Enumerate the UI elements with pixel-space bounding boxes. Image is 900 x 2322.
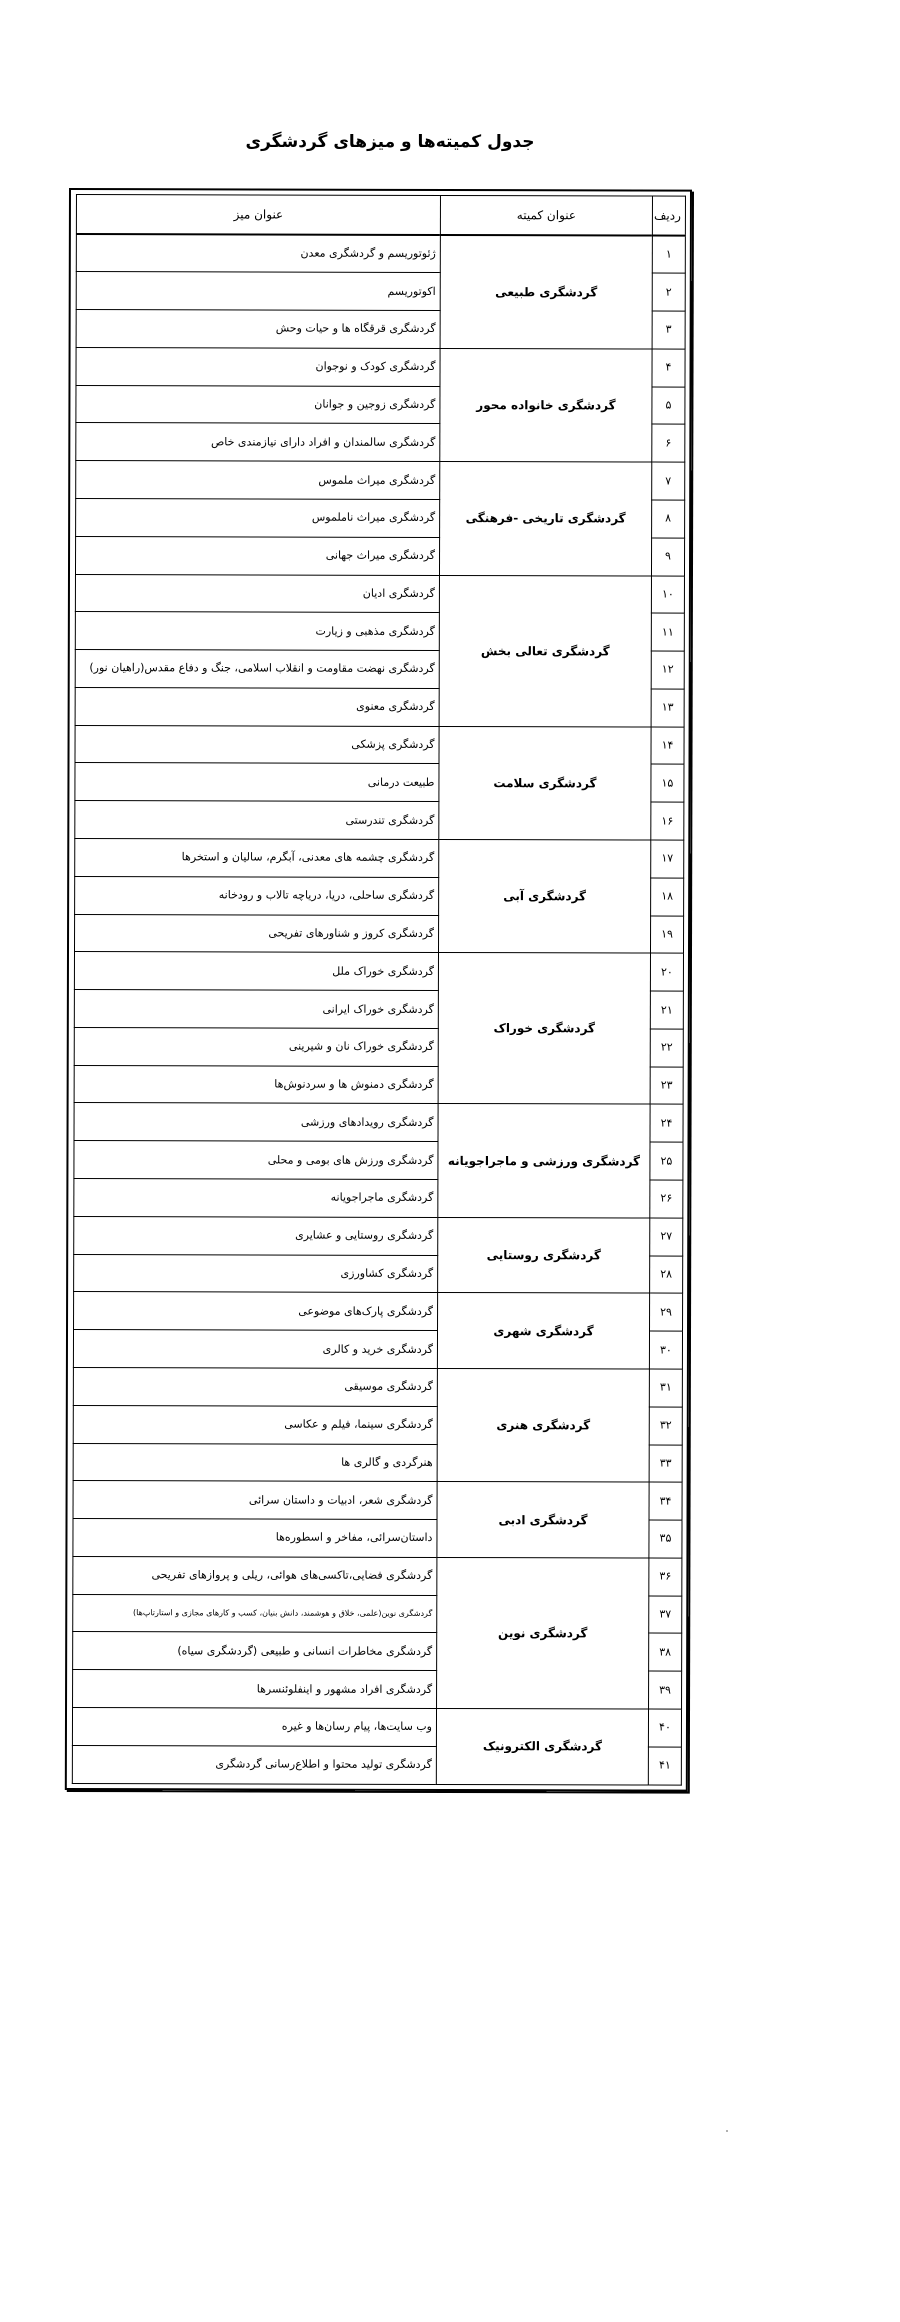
committee-title: گردشگری خوراک xyxy=(438,953,650,1105)
table-row xyxy=(74,1292,683,1331)
desk-title: گردشگری خوراک ملل xyxy=(74,952,438,991)
committee-title: گردشگری شهری xyxy=(437,1293,649,1369)
row-number: ۳۷ xyxy=(649,1596,682,1634)
row-number: ۹ xyxy=(651,538,684,576)
desk-title: گردشگری تندرستی xyxy=(75,801,439,840)
row-number: ۸ xyxy=(652,500,685,538)
desk-title: گردشگری موسیقی xyxy=(73,1367,437,1406)
desk-title: گردشگری قرقگاه ها و حیات وحش xyxy=(76,310,440,349)
committee-title: گردشگری ادبی xyxy=(437,1482,649,1558)
row-number: ۲۴ xyxy=(650,1104,683,1142)
table-row xyxy=(74,1103,683,1142)
desk-title: گردشگری ورزش های بومی و محلی xyxy=(74,1141,438,1180)
row-number: ۱۶ xyxy=(651,802,684,840)
desk-title: گردشگری کشاورزی xyxy=(74,1254,438,1293)
desk-title: گردشگری چشمه های معدنی، آبگرم، سالیان و استخرها xyxy=(75,839,439,878)
desk-title: گردشگری سینما، فیلم و عکاسی xyxy=(73,1405,437,1444)
row-number: ۳۵ xyxy=(649,1520,682,1558)
committee-title: گردشگری تعالی بخش xyxy=(439,575,651,727)
row-number: ۲۵ xyxy=(650,1142,683,1180)
header-desk-title: عنوان میز xyxy=(76,195,440,235)
table-frame xyxy=(65,188,692,1792)
committee-title: گردشگری ورزشی و ماجراجویانه xyxy=(438,1104,650,1218)
desk-title: گردشگری ساحلی، دریا، دریاچه تالاب و رودخانه xyxy=(75,876,439,915)
desk-title: گردشگری افراد مشهور و اینفلوئنسرها xyxy=(73,1670,437,1709)
desk-title: گردشگری مذهبی و زیارت xyxy=(75,612,439,651)
row-number: ۲۶ xyxy=(650,1180,683,1218)
row-number: ۳۳ xyxy=(649,1445,682,1483)
desk-title: وب سایت‌ها، پیام رسان‌ها و غیره xyxy=(72,1707,436,1746)
desk-title: ژئوتوریسم و گردشگری معدن xyxy=(76,234,440,273)
committee-title: گردشگری خانواده محور xyxy=(440,348,652,462)
row-number: ۱۷ xyxy=(651,840,684,878)
desk-title: گردشگری ماجراجویانه xyxy=(74,1179,438,1218)
table-row xyxy=(73,1367,682,1406)
desk-title: داستان‌سرائی، مفاخر و اسطوره‌ها xyxy=(73,1519,437,1558)
desk-title: گردشگری پارک‌های موضوعی xyxy=(74,1292,438,1331)
row-number: ۲۱ xyxy=(650,991,683,1029)
desk-title: گردشگری میراث ملموس xyxy=(76,461,440,500)
table-row xyxy=(73,1556,682,1595)
desk-title: گردشگری نهضت مقاومت و انقلاب اسلامی، جنگ و دفاع مقدس(راهیان نور) xyxy=(75,650,439,689)
committee-title: گردشگری هنری xyxy=(437,1368,649,1482)
row-number: ۱۵ xyxy=(651,764,684,802)
table-row xyxy=(73,1481,682,1520)
row-number: ۱۴ xyxy=(651,727,684,765)
row-number: ۲۲ xyxy=(650,1029,683,1067)
row-number: ۳۹ xyxy=(649,1671,682,1709)
row-number: ۴ xyxy=(652,349,685,387)
table-row xyxy=(74,1216,683,1255)
desk-title: گردشگری مخاطرات انسانی و طبیعی (گردشگری سیاه) xyxy=(73,1632,437,1671)
committee-title: گردشگری الکترونیک xyxy=(436,1708,648,1785)
desk-title: گردشگری ادیان xyxy=(75,574,439,613)
table-row xyxy=(76,461,685,500)
table-body xyxy=(72,234,685,1785)
table-row xyxy=(75,574,684,613)
desk-title: هنرگردی و گالری ها xyxy=(73,1443,437,1482)
row-number: ۳۰ xyxy=(649,1331,682,1369)
desk-title: گردشگری زوجین و جوانان xyxy=(76,385,440,424)
table-row xyxy=(72,1707,681,1746)
row-number: ۱۳ xyxy=(651,689,684,727)
row-number: ۳۶ xyxy=(649,1558,682,1596)
desk-title: گردشگری تولید محتوا و اطلاع‌رسانی گردشگری xyxy=(72,1745,436,1784)
committee-title: گردشگری روستایی xyxy=(438,1217,650,1293)
table-row xyxy=(74,952,683,991)
row-number: ۱ xyxy=(652,236,685,274)
row-number: ۴۰ xyxy=(648,1709,681,1747)
table-row xyxy=(76,234,685,273)
row-number: ۳ xyxy=(652,311,685,349)
row-number: ۱۸ xyxy=(651,878,684,916)
desk-title: گردشگری شعر، ادبیات و داستان سرائی xyxy=(73,1481,437,1520)
desk-title: اکوتوریسم xyxy=(76,272,440,311)
row-number: ۷ xyxy=(652,462,685,500)
desk-title: طبیعت درمانی xyxy=(75,763,439,802)
row-number: ۳۱ xyxy=(649,1369,682,1407)
table-row xyxy=(76,347,685,386)
committee-title: گردشگری سلامت xyxy=(439,726,651,840)
table-row xyxy=(75,839,684,878)
row-number: ۱۱ xyxy=(651,613,684,651)
desk-title: گردشگری کروز و شناورهای تفریحی xyxy=(75,914,439,953)
row-number: ۵ xyxy=(652,387,685,425)
table-header-row xyxy=(76,195,685,236)
committee-title: گردشگری طبیعی xyxy=(440,235,652,349)
desk-title: گردشگری خوراک ایرانی xyxy=(74,990,438,1029)
desk-title: گردشگری رویدادهای ورزشی xyxy=(74,1103,438,1142)
row-number: ۲۰ xyxy=(650,953,683,991)
page-title: جدول کمیته‌ها و میزهای گردشگری xyxy=(245,132,535,152)
row-number: ۶ xyxy=(652,424,685,462)
desk-title: گردشگری کودک و نوجوان xyxy=(76,347,440,386)
desk-title: گردشگری خوراک نان و شیرینی xyxy=(74,1027,438,1066)
desk-title: گردشگری خرید و کالری xyxy=(73,1330,437,1369)
desk-title: گردشگری معنوی xyxy=(75,687,439,726)
desk-title: گردشگری دمنوش ها و سردنوش‌ها xyxy=(74,1065,438,1104)
row-number: ۲ xyxy=(652,273,685,311)
header-row-number: ردیف xyxy=(652,196,685,236)
committee-title: گردشگری تاریخی -فرهنگی xyxy=(439,462,651,576)
row-number: ۳۸ xyxy=(649,1633,682,1671)
row-number: ۳۴ xyxy=(649,1482,682,1520)
row-number: ۲۳ xyxy=(650,1067,683,1105)
row-number: ۲۹ xyxy=(650,1293,683,1331)
committee-title: گردشگری نوین xyxy=(437,1557,649,1709)
row-number: ۱۲ xyxy=(651,651,684,689)
row-number: ۳۲ xyxy=(649,1407,682,1445)
header-committee-title: عنوان کمیته xyxy=(440,195,652,235)
scan-speck xyxy=(726,2130,728,2132)
row-number: ۱۹ xyxy=(650,916,683,954)
row-number: ۲۷ xyxy=(650,1218,683,1256)
row-number: ۴۱ xyxy=(648,1747,681,1785)
committees-table xyxy=(72,194,686,1786)
desk-title: گردشگری میراث ناملموس xyxy=(76,498,440,537)
desk-title: گردشگری فضایی‌،تاکسی‌های هوائی، ریلی و پروازهای تفریحی xyxy=(73,1556,437,1595)
desk-title: گردشگری سالمندان و افراد دارای نیازمندی خاص xyxy=(76,423,440,462)
table-row xyxy=(75,725,684,764)
desk-title: گردشگری روستایی و عشایری xyxy=(74,1216,438,1255)
desk-title: گردشگری پزشکی xyxy=(75,725,439,764)
row-number: ۱۰ xyxy=(651,576,684,614)
committee-title: گردشگری آبی xyxy=(438,839,650,953)
desk-title: گردشگری میراث جهانی xyxy=(75,536,439,575)
row-number: ۲۸ xyxy=(650,1256,683,1294)
desk-title: گردشگری نوین(علمی، خلاق و هوشمند، دانش بنیان، کسب و کارهای مجازی و استارتاپ‌ها) xyxy=(73,1594,437,1633)
